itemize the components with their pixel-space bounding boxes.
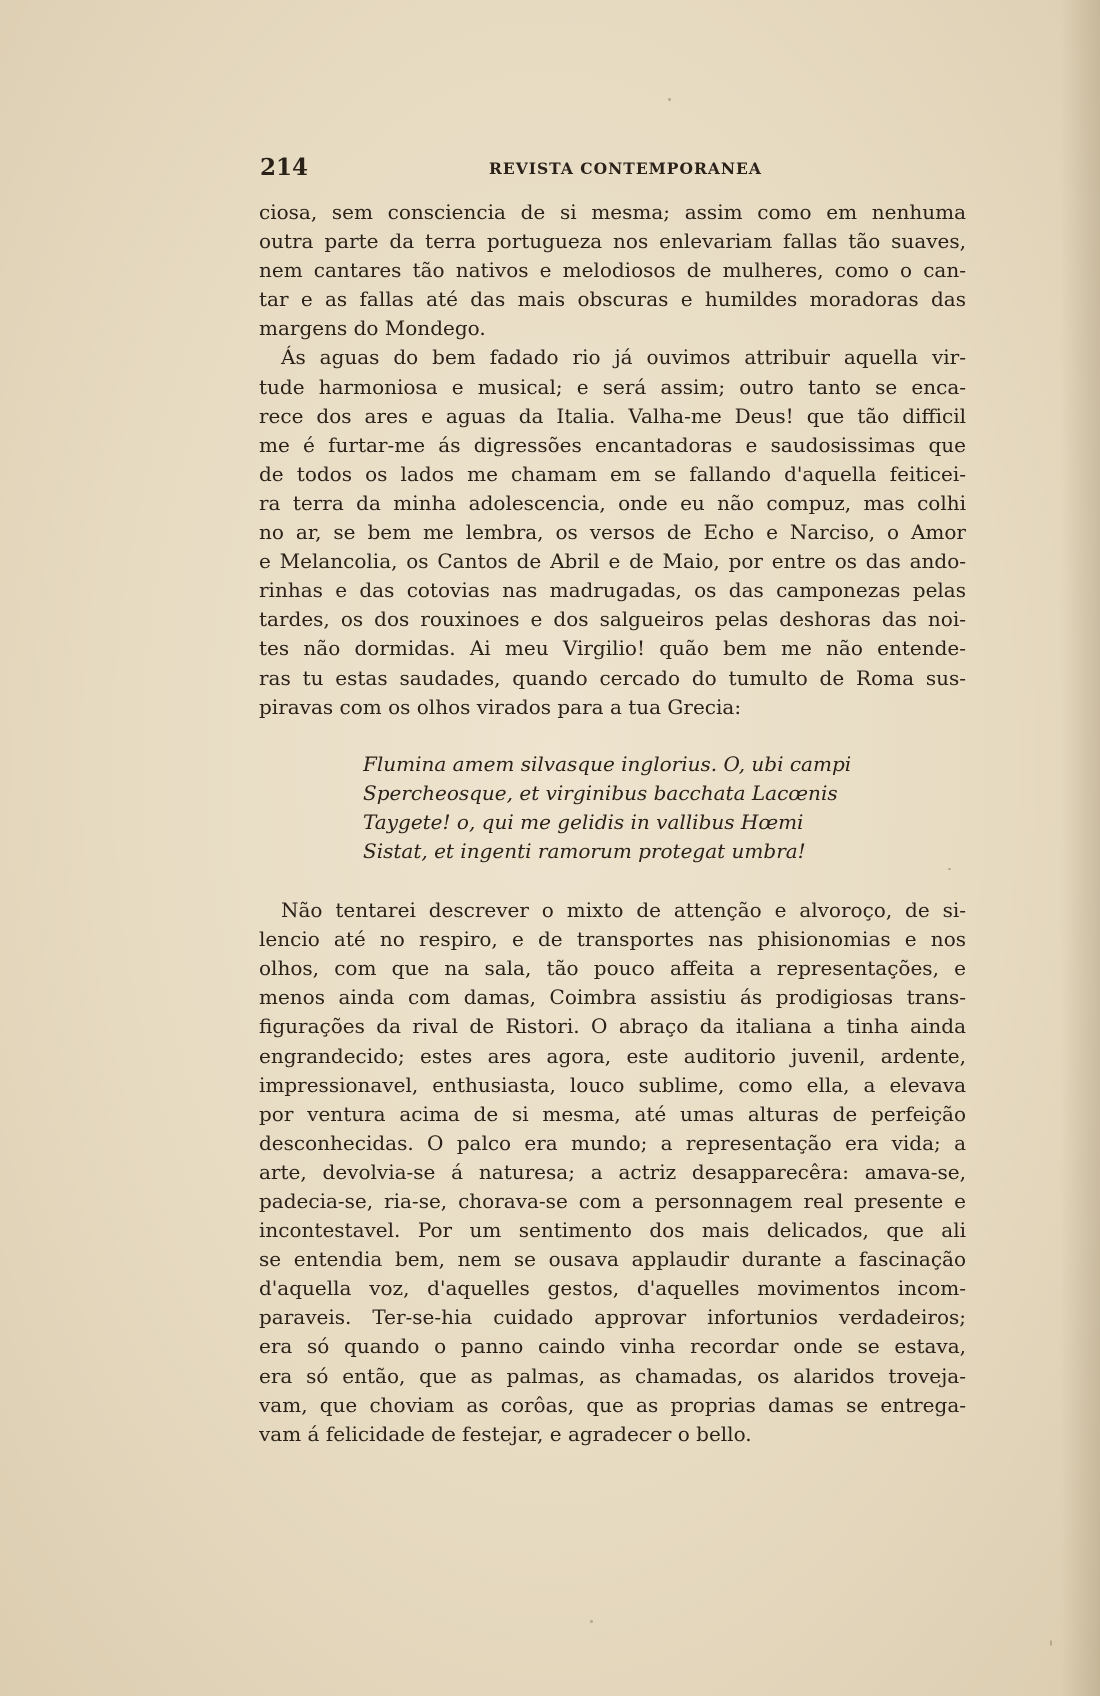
- text-line: era só quando o panno caindo vinha recordar onde se estava,: [259, 1334, 966, 1359]
- text-line: olhos, com que na sala, tão pouco affeita a representações, e: [259, 956, 966, 981]
- paper-speck: [1050, 1640, 1052, 1646]
- text-line: de todos os lados me chamam em se fallando d'aquella feiticei-: [259, 461, 966, 486]
- text-line: vam á felicidade de festejar, e agradecer o bello.: [259, 1421, 752, 1446]
- verse-line: Sistat, et ingenti ramorum protegat umbra!: [363, 838, 806, 863]
- text-line: figurações da rival de Ristori. O abraço da italiana a tinha ainda: [259, 1014, 966, 1039]
- text-line: me é furtar-me ás digressões encantadoras e saudosissimas que: [259, 432, 966, 457]
- text-line: engrandecido; estes ares agora, este auditorio juvenil, ardente,: [259, 1043, 966, 1068]
- page-number: 214: [260, 154, 309, 181]
- page-header: [260, 156, 960, 180]
- text-line: era só então, que as palmas, as chamadas, os alaridos troveja-: [259, 1363, 966, 1388]
- text-line: desconhecidas. O palco era mundo; a representação era vida; a: [259, 1130, 966, 1155]
- text-line: paraveis. Ter-se-hia cuidado approvar infortunios verdadeiros;: [259, 1305, 966, 1330]
- text-line: tes não dormidas. Ai meu Virgilio! quão bem me não entende-: [259, 636, 966, 661]
- verse-line: Spercheosque, et virginibus bacchata Lacœnis: [363, 780, 838, 805]
- text-line: ras tu estas saudades, quando cercado do tumulto de Roma sus-: [259, 665, 966, 690]
- paper-speck: [668, 98, 671, 101]
- latin-verse: [259, 750, 966, 866]
- text-line: no ar, se bem me lembra, os versos de Echo e Narciso, o Amor: [259, 520, 966, 545]
- paragraph-3: [259, 896, 966, 1449]
- body-text: [259, 198, 966, 1449]
- text-line: piravas com os olhos virados para a tua Grecia:: [259, 694, 742, 719]
- text-line: outra parte da terra portugueza nos enlevariam fallas tão suaves,: [259, 229, 966, 254]
- spacer: [259, 722, 966, 750]
- text-line: menos ainda com damas, Coimbra assistiu ás prodigiosas trans-: [259, 985, 966, 1010]
- text-line: Ás aguas do bem fadado rio já ouvimos attribuir aquella vir-: [281, 345, 966, 370]
- text-line: rece dos ares e aguas da Italia. Valha-me Deus! que tão difficil: [259, 403, 966, 428]
- text-line: nem cantares tão nativos e melodiosos de mulheres, como o can-: [259, 258, 966, 283]
- text-line: ra terra da minha adolescencia, onde eu não compuz, mas colhi: [259, 490, 966, 515]
- paragraph-1: [259, 198, 966, 343]
- text-line: por ventura acima de si mesma, até umas alturas de perfeição: [259, 1101, 966, 1126]
- page-edge-shadow: [1060, 0, 1100, 1696]
- text-line: lencio até no respiro, e de transportes nas phisionomias e nos: [259, 927, 966, 952]
- text-line: vam, que choviam as corôas, que as proprias damas se entrega-: [259, 1392, 966, 1417]
- text-line: padecia-se, ria-se, chorava-se com a personnagem real presente e: [259, 1189, 966, 1213]
- text-line: ciosa, sem consciencia de si mesma; assim como em nenhuma: [259, 200, 966, 224]
- text-line: impressionavel, enthusiasta, louco sublime, como ella, a elevava: [259, 1072, 966, 1097]
- text-line: margens do Mondego.: [259, 316, 486, 341]
- text-line: tude harmoniosa e musical; e será assim; outro tanto se enca-: [259, 374, 966, 399]
- text-line: incontestavel. Por um sentimento dos mais delicados, que ali: [259, 1218, 966, 1243]
- text-line: arte, devolvia-se á naturesa; a actriz desapparecêra: amava-se,: [259, 1159, 966, 1184]
- text-line: d'aquella voz, d'aquelles gestos, d'aquelles movimentos incom-: [259, 1276, 966, 1301]
- paragraph-2: [259, 343, 966, 721]
- verse-line: Taygete! o, qui me gelidis in vallibus Hœmi: [363, 809, 804, 834]
- text-line: Não tentarei descrever o mixto de attenção e alvoroço, de si-: [281, 898, 966, 923]
- spacer: [259, 866, 966, 896]
- paper-speck: [590, 1620, 593, 1623]
- text-line: tar e as fallas até das mais obscuras e humildes moradoras das: [259, 287, 966, 312]
- text-line: rinhas e das cotovias nas madrugadas, os das camponezas pelas: [259, 578, 966, 603]
- text-line: e Melancolia, os Cantos de Abril e de Maio, por entre os das ando-: [259, 549, 966, 574]
- text-line: se entendia bem, nem se ousava applaudir durante a fascinação: [259, 1247, 966, 1272]
- running-head: REVISTA CONTEMPORANEA: [489, 159, 762, 178]
- verse-line: Flumina amem silvasque inglorius. O, ubi campi: [363, 751, 852, 776]
- text-line: tardes, os dos rouxinoes e dos salgueiros pelas deshoras das noi-: [259, 607, 966, 632]
